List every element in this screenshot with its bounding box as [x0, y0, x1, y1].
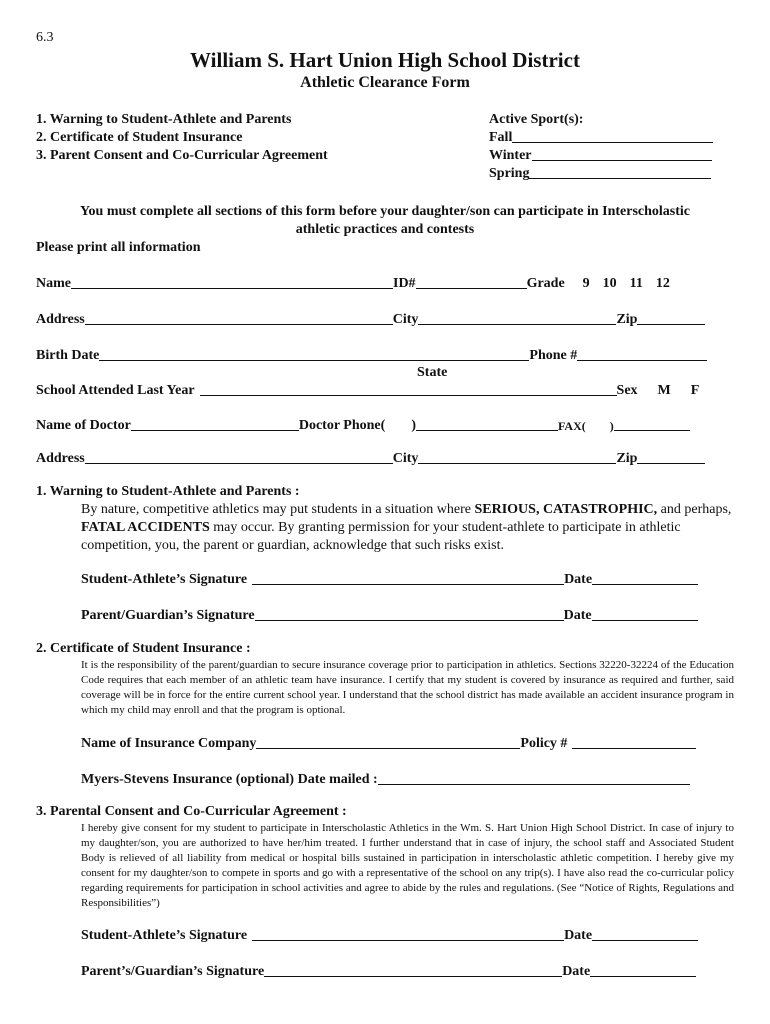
section1-text-b: SERIOUS, CATASTROPHIC, — [474, 502, 658, 517]
insurance-company-label: Name of Insurance Company — [81, 736, 257, 751]
section2-heading: 2. Certificate of Student Insurance : — [36, 641, 251, 656]
s1-student-date-label: Date — [564, 572, 593, 587]
spring-label: Spring — [489, 166, 530, 181]
s3-parent-date-line[interactable] — [590, 964, 696, 977]
doctor-zip-input-line[interactable] — [637, 451, 705, 464]
s1-student-date-line[interactable] — [592, 572, 698, 585]
address-input-line[interactable] — [85, 312, 393, 325]
birth-date-input-line[interactable] — [99, 348, 529, 361]
insurance-row — [81, 734, 696, 752]
s1-student-sig-label: Student-Athlete’s Signature — [81, 572, 248, 587]
winter-field[interactable] — [489, 146, 712, 164]
birth-phone-row — [36, 346, 707, 364]
doctor-phone-input-line[interactable] — [416, 418, 558, 431]
print-note: Please print all information — [36, 240, 201, 255]
policy-line[interactable] — [572, 736, 696, 749]
phone-input-line[interactable] — [577, 348, 707, 361]
name-input-line[interactable] — [71, 276, 393, 289]
s3-parent-sig-line[interactable] — [264, 964, 562, 977]
s1-parent-sig-row — [81, 606, 698, 624]
fax-label: FAX( — [557, 419, 586, 433]
doctor-city-label: City — [392, 451, 419, 466]
zip-label: Zip — [616, 312, 638, 327]
doctor-address-row — [36, 449, 705, 467]
section-list-item-1: 1. Warning to Student-Athlete and Parents — [36, 112, 292, 127]
doctor-row — [36, 416, 690, 434]
fall-field[interactable] — [489, 128, 713, 146]
section2-text: It is the responsibility of the parent/guardian to secure insurance coverage prior to participation in athletics. Sections 32220-32224 of the Education Code requires that each member of an athletic team have insurance. I certify that my student is covered by insurance as required and further, said coverage will be in force for the entire current school year. I understand that the school district has made available an accident insurance program in which my child may enroll and that the program is optional. — [81, 659, 734, 716]
insurance-company-line[interactable] — [256, 736, 520, 749]
doctor-address-input-line[interactable] — [85, 451, 393, 464]
fall-label: Fall — [489, 130, 513, 145]
s1-parent-sig-label: Parent/Guardian’s Signature — [81, 608, 255, 623]
city-input-line[interactable] — [418, 312, 616, 325]
s1-parent-date-line[interactable] — [592, 608, 698, 621]
fall-line[interactable] — [512, 130, 713, 143]
s3-student-sig-line[interactable] — [252, 928, 564, 941]
winter-line[interactable] — [532, 148, 712, 161]
sex-label: Sex — [616, 383, 638, 398]
fax-close: ) — [609, 419, 614, 433]
s3-student-date-label: Date — [564, 928, 593, 943]
page-number: 6.3 — [36, 30, 54, 45]
district-title: William S. Hart Union High School District — [190, 48, 580, 72]
name-row — [36, 274, 670, 292]
winter-label: Winter — [489, 148, 532, 163]
section1-text-e: may occur. By granting permission for your student-athlete to participate in athletic competition, you, the parent or guardian, acknowledge that such risks exist. — [81, 520, 681, 553]
name-label: Name — [36, 276, 71, 291]
id-label: ID# — [393, 276, 416, 291]
s3-student-date-line[interactable] — [592, 928, 698, 941]
school-last-year-label: School Attended Last Year — [36, 383, 195, 398]
section1-text-a: By nature, competitive athletics may put students in a situation where — [81, 502, 475, 517]
birth-date-label: Birth Date — [36, 348, 100, 363]
policy-label: Policy # — [520, 736, 568, 751]
instructions-line-1: You must complete all sections of this form before your daughter/son can participate in Interscholastic — [80, 204, 690, 219]
section-list-item-2: 2. Certificate of Student Insurance — [36, 130, 243, 145]
sex-option-f[interactable]: F — [690, 383, 700, 398]
active-sports-label: Active Sport(s): — [489, 112, 584, 127]
section1-heading: 1. Warning to Student-Athlete and Parents : — [36, 484, 300, 499]
grade-label: Grade — [526, 276, 565, 291]
sex-option-m[interactable]: M — [657, 383, 671, 398]
myers-label: Myers-Stevens Insurance (optional) Date mailed : — [81, 772, 378, 787]
address-row — [36, 310, 705, 328]
doctor-name-label: Name of Doctor — [36, 418, 131, 433]
s1-parent-date-label: Date — [563, 608, 592, 623]
s3-parent-date-label: Date — [562, 964, 591, 979]
city-label: City — [392, 312, 419, 327]
spring-line[interactable] — [529, 166, 711, 179]
s3-student-sig-label: Student-Athlete’s Signature — [81, 928, 248, 943]
id-input-line[interactable] — [416, 276, 527, 289]
doctor-phone-label: Doctor Phone( — [298, 418, 386, 433]
doctor-name-input-line[interactable] — [131, 418, 299, 431]
myers-row — [81, 770, 690, 788]
school-last-year-input-line[interactable] — [200, 383, 617, 396]
s1-student-sig-line[interactable] — [252, 572, 564, 585]
form-title: Athletic Clearance Form — [300, 74, 470, 91]
address-label: Address — [36, 312, 85, 327]
section-list-item-3: 3. Parent Consent and Co-Curricular Agreement — [36, 148, 328, 163]
doctor-address-label: Address — [36, 451, 85, 466]
spring-field[interactable] — [489, 164, 711, 182]
s3-parent-sig-row — [81, 962, 696, 980]
grade-option-12[interactable]: 12 — [655, 276, 670, 291]
doctor-zip-label: Zip — [616, 451, 638, 466]
section1-text — [81, 501, 741, 555]
doctor-city-input-line[interactable] — [418, 451, 616, 464]
section1-text-d: FATAL ACCIDENTS — [81, 520, 210, 535]
grade-option-10[interactable]: 10 — [602, 276, 617, 291]
school-sex-row — [36, 381, 699, 399]
section3-text: I hereby give consent for my student to participate in Interscholastic Athletics in the Wm. S. Hart Union High School District. In case of injury to my daughter/son, you are authorized to have her/him treated. I further understand that in case of injury, the school staff and Associated Student Body is relieved of all liability from medical or hospital bills sustained in participation in interscholastic athletic competition. I hereby give my consent for my daughter/son to compete in sports and go with a representative of the school on any trip(s). I have also read the co-curricular policy regarding requirements for participation in school activities and agree to abide by the rules and regulations. (See “Notice of Rights, Regulations and Responsibilities”) — [81, 822, 734, 909]
state-label: State — [417, 365, 448, 380]
s3-parent-sig-label: Parent’s/Guardian’s Signature — [81, 964, 265, 979]
fax-input-line[interactable] — [614, 418, 690, 431]
grade-option-9[interactable]: 9 — [582, 276, 590, 291]
s3-student-sig-row — [81, 926, 698, 944]
grade-option-11[interactable]: 11 — [629, 276, 643, 291]
s1-student-sig-row — [81, 570, 698, 588]
phone-label: Phone # — [529, 348, 578, 363]
doctor-phone-close: ) — [411, 418, 416, 433]
zip-input-line[interactable] — [637, 312, 705, 325]
section3-heading: 3. Parental Consent and Co-Curricular Agreement : — [36, 804, 347, 819]
s1-parent-sig-line[interactable] — [255, 608, 564, 621]
myers-date-line[interactable] — [378, 772, 690, 785]
instructions-line-2: athletic practices and contests — [295, 222, 475, 237]
section1-text-c: and perhaps, — [657, 502, 732, 517]
